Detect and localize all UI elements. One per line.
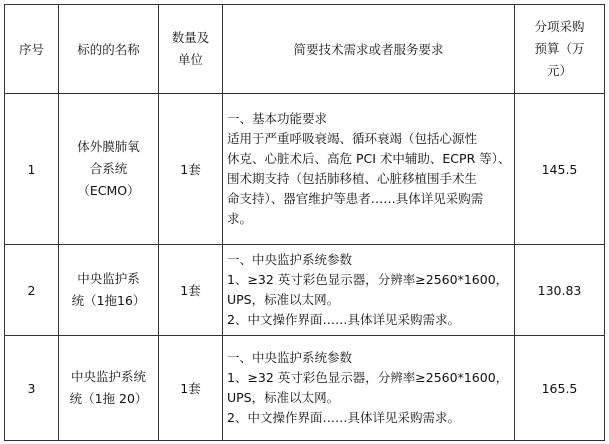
row-name <box>59 245 159 336</box>
req-line: 1、≥32 英寸彩色显示器，分辨率≥2560*1600， <box>227 272 509 287</box>
req-line: 求。 <box>227 211 253 226</box>
name-line: 中央监护系统 <box>70 369 146 384</box>
row-index: 1 <box>5 94 59 245</box>
req-line: 2、中文操作界面……具体详见采购需求。 <box>227 312 460 327</box>
name-line: 合系统 <box>89 161 128 176</box>
row-budget: 165.5 <box>515 336 605 441</box>
req-line: UPS，标准以太网。 <box>227 292 340 307</box>
req-line: 适用于严重呼吸衰竭、循环衰竭（包括心源性 <box>227 131 478 146</box>
req-line: 一、基本功能要求 <box>227 111 328 126</box>
req-line: 1、≥32 英寸彩色显示器，分辨率≥2560*1600， <box>227 370 509 385</box>
header-name: 标的的名称 <box>59 5 159 94</box>
req-line: 围术期支持（包括肺移植、心脏移植围手术生 <box>227 171 478 186</box>
header-qty-line: 数量及 <box>171 30 210 45</box>
header-budget-line: 分项采购 <box>534 19 585 34</box>
header-index: 序号 <box>5 5 59 94</box>
header-budget <box>515 5 605 94</box>
name-line: （ECMO） <box>77 183 140 198</box>
req-line: UPS，标准以太网。 <box>227 390 340 405</box>
req-line: 2、中文操作界面……具体详见采购需求。 <box>227 410 460 425</box>
req-line: 一、中央监护系统参数 <box>227 252 353 267</box>
req-line: 休克、心脏术后、高危 PCI 术中辅助、ECPR 等）、 <box>227 151 511 166</box>
row-name <box>59 336 159 441</box>
header-unit-line: 单位 <box>177 52 203 67</box>
table-row <box>5 94 605 245</box>
procurement-table-container <box>4 4 604 441</box>
req-line: 命支持）、器官维护等患者……具体详见采购需 <box>227 191 484 206</box>
row-requirements <box>223 94 515 245</box>
header-qty-unit <box>159 5 223 94</box>
req-line: 一、中央监护系统参数 <box>227 350 353 365</box>
table-row <box>5 245 605 336</box>
header-requirements: 简要技术需求或者服务要求 <box>223 5 515 94</box>
row-index: 3 <box>5 336 59 441</box>
row-budget: 130.83 <box>515 245 605 336</box>
name-line: 统（1拖16） <box>71 293 146 308</box>
header-budget-line: 元） <box>546 63 572 78</box>
name-line: 统（1拖 20） <box>69 391 148 406</box>
row-qty: 1套 <box>159 94 223 245</box>
name-line: 中央监护系 <box>77 271 140 286</box>
row-budget: 145.5 <box>515 94 605 245</box>
row-requirements <box>223 336 515 441</box>
header-row <box>5 5 605 94</box>
name-line: 体外膜肺氧 <box>77 139 140 154</box>
row-requirements <box>223 245 515 336</box>
table-row <box>5 336 605 441</box>
procurement-table <box>4 4 605 441</box>
row-index: 2 <box>5 245 59 336</box>
row-qty: 1套 <box>159 245 223 336</box>
row-qty: 1套 <box>159 336 223 441</box>
header-budget-line: 预算（万 <box>534 41 585 56</box>
row-name <box>59 94 159 245</box>
